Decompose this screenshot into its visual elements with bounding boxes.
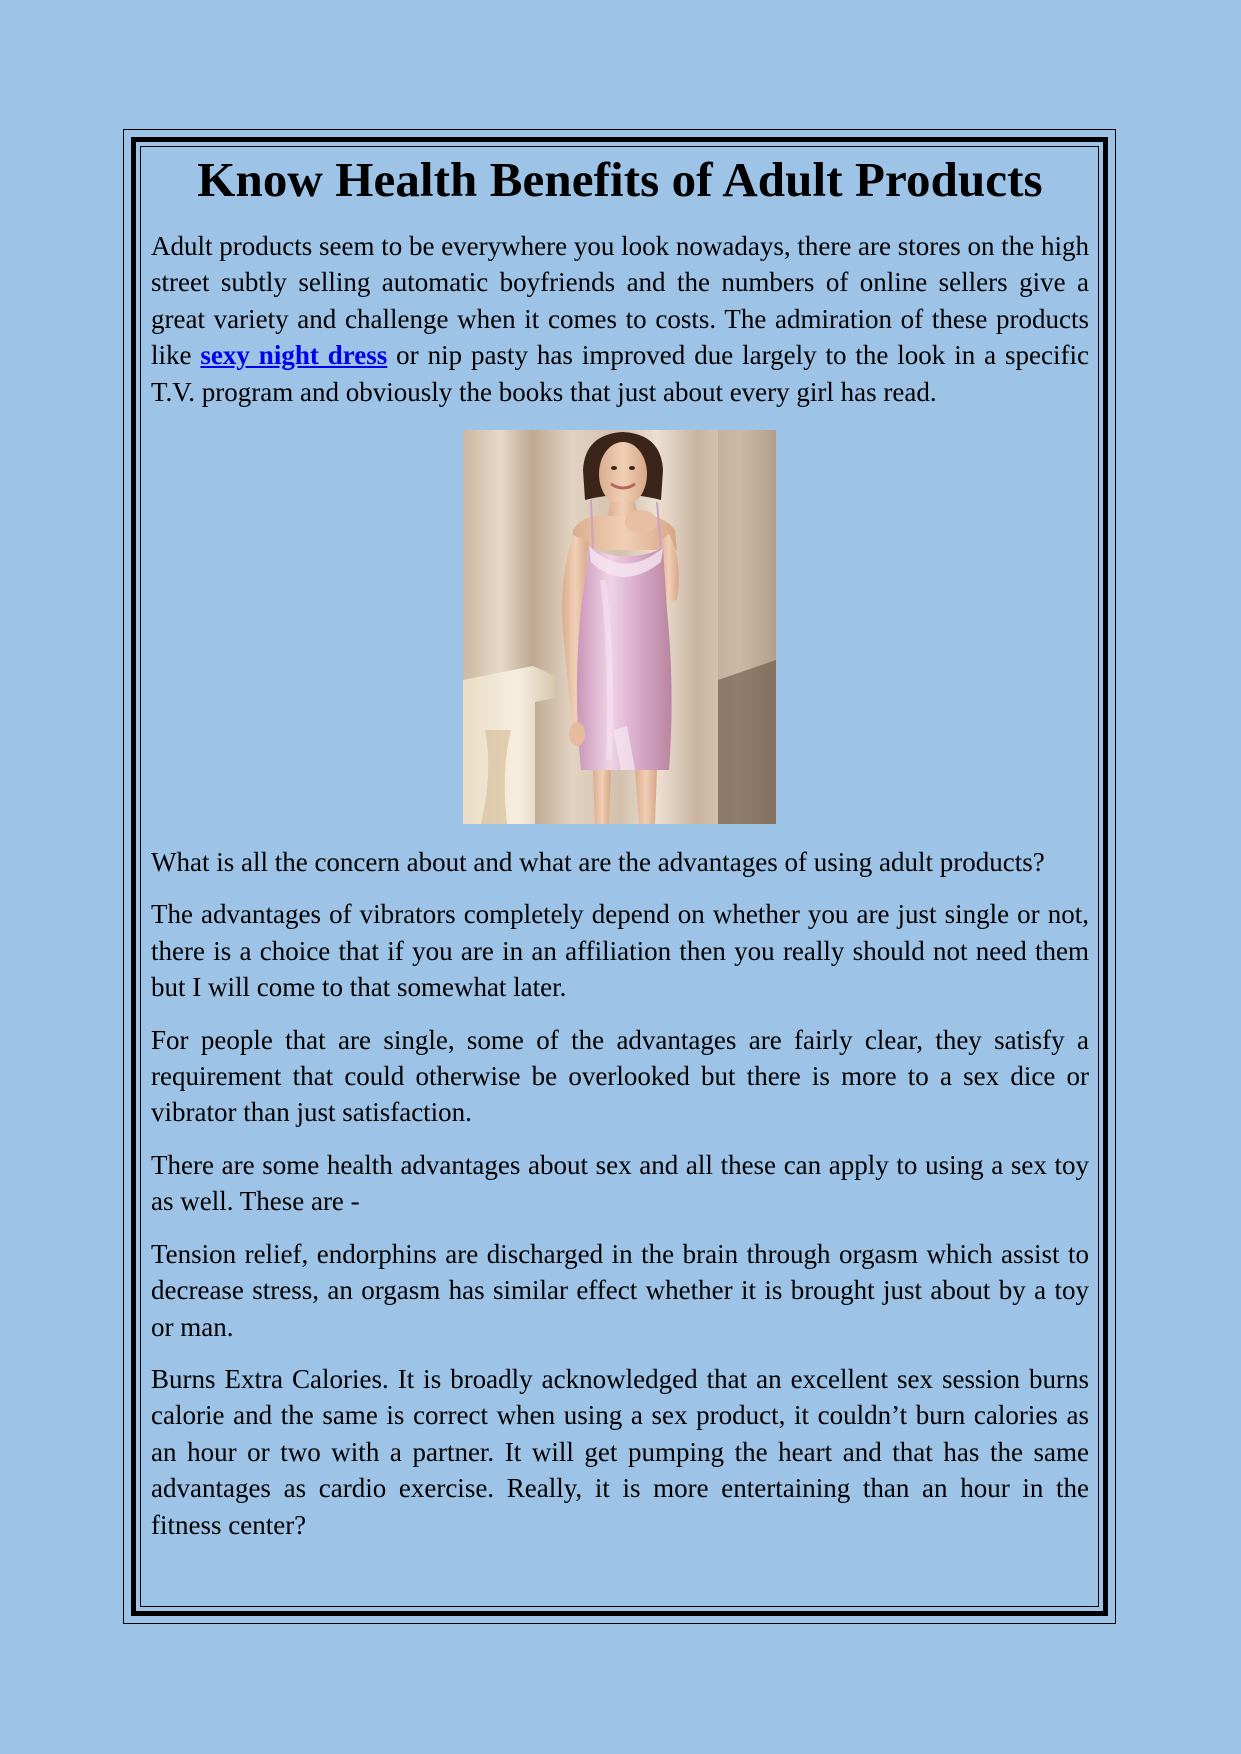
intro-text-before: Adult products seem to be everywhere you look nowadays, there are stores on the high street subtly selling automatic boyfriends and the numbers of online sellers give a great variety and challenge when it comes to costs. The admiration of these products like (151, 231, 1089, 371)
paragraph-single-people: For people that are single, some of the advantages are fairly clear, they satisfy a requirement that could otherwise be overlooked but there is more to a sex dice or vibrator than just satisfaction. (151, 1024, 1089, 1128)
paragraph-vibrator-advantages: The advantages of vibrators completely depend on whether you are just single or not, there is a choice that if you are in an affiliation then you really should not need them but I will come to that somewhat later. (151, 899, 1089, 1003)
photo-container (151, 430, 1089, 824)
intro-paragraph (151, 228, 1089, 410)
paragraph-tension-relief: Tension relief, endorphins are discharged in the brain through orgasm which assist to decrease stress, an orgasm has similar effect whether it is brought just about by a toy or man. (151, 1238, 1089, 1342)
intro-text-after: or nip pasty has improved due largely to the look in a specific T.V. program and obviously the books that just about every girl has read. (151, 340, 1089, 407)
document-title: Know Health Benefits of Adult Products (197, 152, 1043, 207)
night-dress-photo (463, 430, 776, 824)
paragraph-burns-calories: Burns Extra Calories. It is broadly acknowledged that an excellent sex session burns calorie and the same is correct when using a sex product, it couldn’t burn calories as an hour or two with a partner. It will get pumping the heart and that has the same advantages as cardio exercise. Really, it is more entertaining than an hour in the fitness center? (151, 1363, 1089, 1540)
paragraph-health-advantages: There are some health advantages about sex and all these can apply to using a sex toy as well. These are - (151, 1149, 1089, 1217)
question-paragraph: What is all the concern about and what are the advantages of using adult products? (151, 847, 1045, 878)
document-body (151, 150, 1089, 1543)
sexy-night-dress-link[interactable]: sexy night dress (200, 340, 388, 371)
